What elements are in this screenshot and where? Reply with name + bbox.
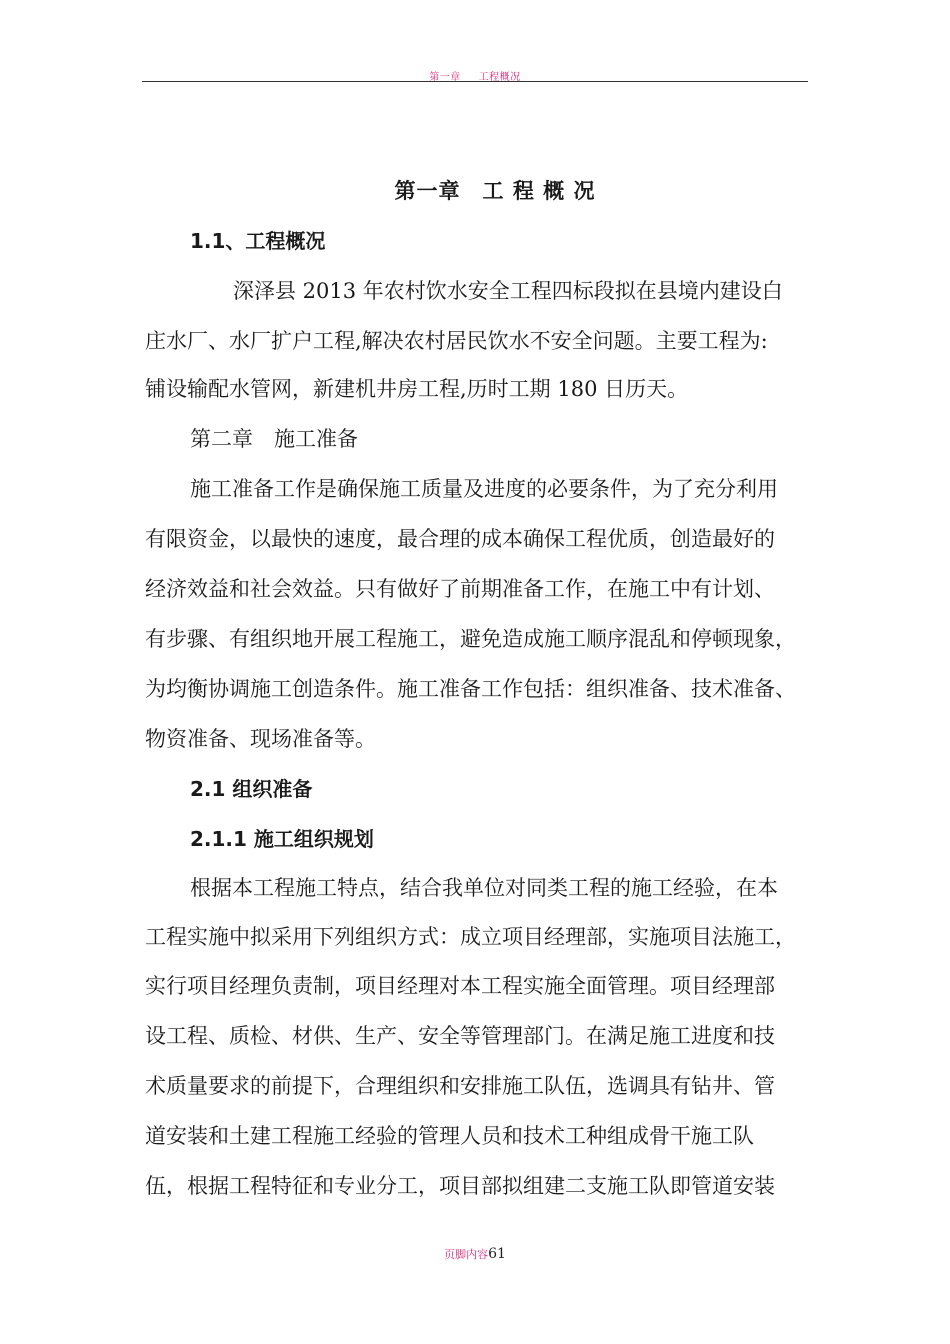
paragraph-line: 实行项目经理负责制，项目经理对本工程实施全面管理。项目经理部 (145, 974, 775, 998)
paragraph-line: 伍，根据工程特征和专业分工，项目部拟组建二支施工队即管道安装 (145, 1174, 775, 1198)
paragraph-line: 深泽县 2013 年农村饮水安全工程四标段拟在县境内建设白 (233, 279, 783, 303)
paragraph-line: 物资准备、现场准备等。 (145, 727, 376, 751)
running-header-title: 工程概况 (478, 72, 521, 83)
section-heading-1-1: 1.1、工程概况 (190, 229, 326, 253)
chapter-2-heading: 第二章 施工准备 (190, 427, 358, 451)
paragraph-line: 有步骤、有组织地开展工程施工，避免造成施工顺序混乱和停顿现象， (145, 627, 796, 651)
section-heading-2-1: 2.1 组织准备 (190, 777, 313, 801)
paragraph-line: 术质量要求的前提下，合理组织和安排施工队伍，选调具有钻井、管 (145, 1074, 775, 1098)
page-footer (0, 1246, 950, 1262)
header-rule (142, 81, 808, 82)
section-heading-2-1-1: 2.1.1 施工组织规划 (190, 827, 374, 851)
paragraph-line: 工程实施中拟采用下列组织方式：成立项目经理部，实施项目法施工， (145, 925, 796, 949)
paragraph-line: 有限资金，以最快的速度，最合理的成本确保工程优质，创造最好的 (145, 527, 775, 551)
paragraph-line: 施工准备工作是确保施工质量及进度的必要条件，为了充分利用 (190, 477, 778, 501)
paragraph-line: 根据本工程施工特点，结合我单位对同类工程的施工经验，在本 (190, 876, 778, 900)
chapter-title (0, 175, 950, 205)
paragraph-line: 为均衡协调施工创造条件。施工准备工作包括：组织准备、技术准备、 (145, 677, 796, 701)
chapter-name: 工 程 概 况 (482, 178, 596, 203)
running-header-chapter: 第一章 (429, 72, 461, 83)
page-number: 61 (488, 1246, 506, 1262)
paragraph-line: 铺设输配水管网，新建机井房工程,历时工期 180 日历天。 (145, 377, 689, 401)
chapter-number: 第一章 (394, 178, 461, 203)
paragraph-line: 道安装和土建工程施工经验的管理人员和技术工种组成骨干施工队 (145, 1124, 754, 1148)
paragraph-line: 设工程、质检、材供、生产、安全等管理部门。在满足施工进度和技 (145, 1024, 775, 1048)
footer-label: 页脚内容 (444, 1248, 489, 1261)
paragraph-line: 经济效益和社会效益。只有做好了前期准备工作，在施工中有计划、 (145, 577, 775, 601)
paragraph-line: 庄水厂、水厂扩户工程,解决农村居民饮水不安全问题。主要工程为: (145, 329, 768, 353)
